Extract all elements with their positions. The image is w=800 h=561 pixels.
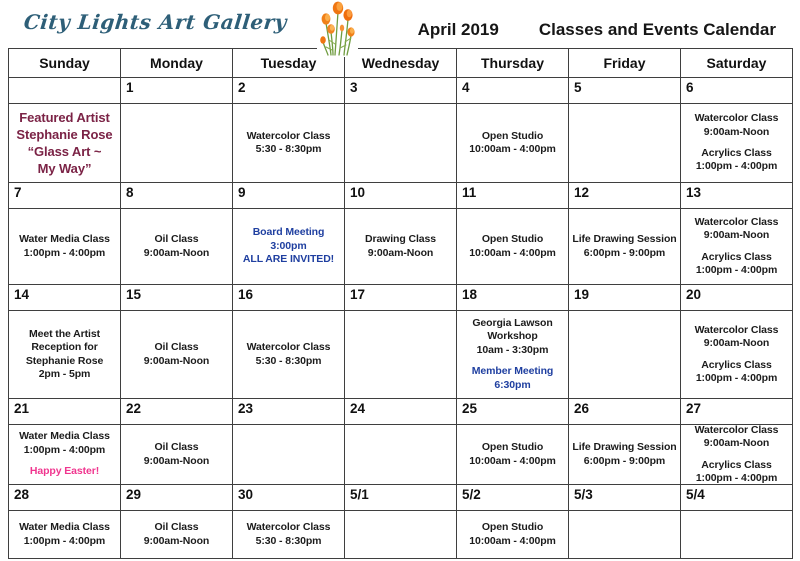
- event: [26, 328, 103, 382]
- date-number: 17: [350, 287, 366, 302]
- event-line: Member Meeting: [471, 365, 554, 378]
- event-line: Happy Easter!: [29, 465, 100, 478]
- event-line: Oil Class: [154, 441, 199, 454]
- date-number: 4: [462, 80, 470, 95]
- date-cell: [121, 78, 233, 104]
- event-line: Watercolor Class: [246, 521, 331, 534]
- event: [144, 233, 209, 260]
- event: [472, 365, 553, 392]
- day-cell: [233, 311, 345, 399]
- event-line: ALL ARE INVITED!: [242, 253, 335, 266]
- event-line: 2pm - 5pm: [38, 367, 91, 380]
- date-number: 2: [238, 80, 246, 95]
- calendar-title: Classes and Events Calendar: [538, 20, 776, 39]
- event-line: Reception for: [31, 341, 98, 354]
- date-number: 16: [238, 287, 254, 302]
- day-cell: [457, 425, 569, 485]
- event-line: 5:30 - 8:30pm: [255, 534, 322, 547]
- day-cell: [233, 511, 345, 559]
- day-cell: [681, 209, 793, 285]
- date-cell: [569, 183, 681, 209]
- event-line: 1:00pm - 4:00pm: [695, 471, 778, 484]
- day-cell: [569, 511, 681, 559]
- month-title: April 2019: [417, 20, 499, 39]
- date-number: 5/2: [462, 487, 481, 502]
- event-line: Featured Artist: [19, 109, 110, 125]
- day-cell: [457, 209, 569, 285]
- day-cell: [9, 104, 121, 183]
- event-line: 9:00am-Noon: [143, 534, 210, 547]
- date-number: 14: [14, 287, 30, 302]
- event-line: 9:00am-Noon: [703, 125, 770, 138]
- event: [695, 324, 779, 351]
- date-cell: [9, 285, 121, 311]
- date-cell: [569, 78, 681, 104]
- event: [247, 341, 331, 368]
- event-line: Watercolor Class: [694, 425, 779, 436]
- date-cell: [9, 183, 121, 209]
- date-number: 27: [686, 401, 702, 416]
- date-number: 19: [574, 287, 590, 302]
- event-line: 6:00pm - 9:00pm: [583, 454, 666, 467]
- date-number: 28: [14, 487, 30, 502]
- date-cell: [9, 485, 121, 511]
- day-cell: [345, 104, 457, 183]
- day-cell: [457, 511, 569, 559]
- day-header-wednesday: Wednesday: [345, 49, 457, 78]
- event: [144, 441, 209, 468]
- event: [695, 216, 779, 243]
- event-line: 9:00am-Noon: [143, 354, 210, 367]
- date-cell: [681, 399, 793, 425]
- event-line: 9:00am-Noon: [367, 246, 434, 259]
- event: [472, 317, 552, 357]
- day-cell: [569, 104, 681, 183]
- event: [144, 521, 209, 548]
- event-line: Stephanie Rose: [25, 354, 104, 367]
- date-number: 1: [126, 80, 134, 95]
- date-cell: [121, 285, 233, 311]
- day-cell: [233, 104, 345, 183]
- event: [572, 441, 676, 468]
- event-line: 10:00am - 4:00pm: [469, 143, 556, 155]
- date-number: 11: [462, 185, 477, 200]
- date-number: 18: [462, 287, 478, 302]
- event-line: 1:00pm - 4:00pm: [695, 160, 778, 173]
- date-number: 25: [462, 401, 478, 416]
- event-line: Life Drawing Session: [572, 233, 677, 246]
- date-number: 13: [686, 185, 702, 200]
- date-number: 22: [126, 401, 142, 416]
- date-cell: [121, 183, 233, 209]
- date-number: 5/1: [350, 487, 369, 502]
- date-cell: [345, 78, 457, 104]
- date-number: 10: [350, 185, 366, 200]
- day-header-sunday: Sunday: [9, 49, 121, 78]
- event-line: 1:00pm - 4:00pm: [23, 443, 106, 456]
- day-cell: [345, 425, 457, 485]
- event-line: 1:00pm - 4:00pm: [23, 534, 106, 547]
- event-line: Open Studio: [481, 129, 544, 142]
- date-number: 23: [238, 401, 254, 416]
- event-line: 9:00am-Noon: [703, 229, 770, 242]
- date-number: 5/4: [686, 487, 705, 502]
- day-cell: [121, 311, 233, 399]
- event-line: Georgia Lawson: [472, 316, 553, 329]
- date-cell: [233, 485, 345, 511]
- date-cell: [457, 485, 569, 511]
- event-line: Meet the Artist: [28, 327, 101, 340]
- date-cell: [233, 183, 345, 209]
- event: [30, 465, 99, 478]
- event-line: Drawing Class: [364, 233, 437, 246]
- event: [247, 130, 331, 157]
- day-cell: [569, 311, 681, 399]
- event-line: Acrylics Class: [701, 147, 772, 159]
- event: [696, 459, 777, 486]
- date-number: 24: [350, 401, 366, 416]
- date-number: 30: [238, 487, 254, 502]
- date-cell: [233, 399, 345, 425]
- date-cell: [681, 78, 793, 104]
- event: [572, 233, 676, 260]
- date-number: 6: [686, 80, 694, 95]
- day-cell: [121, 425, 233, 485]
- date-number: 29: [126, 487, 142, 502]
- date-number: 3: [350, 80, 358, 95]
- date-cell: [681, 285, 793, 311]
- event: [19, 233, 110, 260]
- day-header-saturday: Saturday: [681, 49, 793, 78]
- event: [469, 441, 556, 468]
- event-line: 10am - 3:30pm: [476, 343, 549, 356]
- calendar-grid: [8, 48, 793, 559]
- event: [16, 109, 112, 178]
- gallery-name: City Lights Art Gallery: [22, 10, 289, 34]
- day-header-monday: Monday: [121, 49, 233, 78]
- event-line: 1:00pm - 4:00pm: [23, 246, 106, 259]
- day-cell: [233, 209, 345, 285]
- event: [365, 233, 436, 260]
- event-line: Board Meeting: [252, 226, 325, 239]
- date-cell: [569, 399, 681, 425]
- event-line: 9:00am-Noon: [143, 246, 210, 259]
- date-cell: [569, 285, 681, 311]
- event: [19, 430, 110, 457]
- date-cell: [457, 78, 569, 104]
- event-line: Watercolor Class: [694, 215, 779, 228]
- date-cell: [121, 485, 233, 511]
- day-cell: [457, 104, 569, 183]
- event-line: Oil Class: [154, 521, 199, 534]
- event-line: Workshop: [487, 330, 538, 343]
- date-cell: [121, 399, 233, 425]
- date-cell: [345, 399, 457, 425]
- event: [144, 341, 209, 368]
- event-line: 6:00pm - 9:00pm: [583, 246, 666, 259]
- date-number: 5: [574, 80, 582, 95]
- event-line: 1:00pm - 4:00pm: [695, 371, 778, 384]
- date-cell: [569, 485, 681, 511]
- event-line: 1:00pm - 4:00pm: [695, 263, 778, 276]
- day-cell: [121, 104, 233, 183]
- date-cell: [9, 78, 121, 104]
- day-cell: [569, 209, 681, 285]
- event: [247, 521, 331, 548]
- date-cell: [681, 183, 793, 209]
- day-cell: [9, 209, 121, 285]
- event-line: Life Drawing Session: [572, 441, 677, 454]
- event-line: 5:30 - 8:30pm: [255, 354, 322, 367]
- event-line: 9:00am-Noon: [143, 454, 210, 467]
- event-line: 10:00am - 4:00pm: [469, 534, 556, 547]
- event-line: “Glass Art ~: [27, 144, 102, 159]
- event-line: Acrylics Class: [701, 358, 772, 371]
- date-cell: [9, 399, 121, 425]
- date-cell: [457, 285, 569, 311]
- date-cell: [457, 399, 569, 425]
- day-cell: [121, 511, 233, 559]
- day-cell: [681, 104, 793, 183]
- event-line: Oil Class: [154, 341, 199, 354]
- event-line: Acrylics Class: [701, 250, 772, 263]
- event: [696, 147, 777, 174]
- day-header-thursday: Thursday: [457, 49, 569, 78]
- day-cell: [457, 311, 569, 399]
- event-line: Acrylics Class: [701, 458, 772, 471]
- title-block: [418, 20, 776, 40]
- date-cell: [233, 78, 345, 104]
- event-line: 9:00am-Noon: [703, 337, 770, 350]
- day-cell: [9, 511, 121, 559]
- event: [469, 130, 556, 157]
- day-header-tuesday: Tuesday: [233, 49, 345, 78]
- date-number: 20: [686, 287, 702, 302]
- event-line: Watercolor Class: [246, 129, 331, 142]
- event: [19, 521, 110, 548]
- event-line: 10:00am - 4:00pm: [469, 454, 556, 467]
- event-line: Oil Class: [154, 233, 199, 246]
- date-number: 8: [126, 185, 134, 200]
- date-number: 21: [14, 401, 30, 416]
- event-line: My Way”: [37, 161, 92, 177]
- date-cell: [345, 183, 457, 209]
- event-line: 6:30pm: [494, 378, 531, 391]
- event: [243, 226, 334, 266]
- date-cell: [681, 485, 793, 511]
- day-cell: [345, 209, 457, 285]
- event-line: Water Media Class: [19, 430, 110, 443]
- day-cell: [9, 425, 121, 485]
- event-line: Stephanie Rose: [16, 126, 113, 142]
- event-line: Open Studio: [481, 441, 544, 454]
- day-cell: [233, 425, 345, 485]
- day-cell: [9, 311, 121, 399]
- event-line: 3:00pm: [270, 239, 307, 252]
- event: [695, 112, 779, 139]
- date-cell: [345, 485, 457, 511]
- day-cell: [345, 311, 457, 399]
- event: [696, 251, 777, 278]
- date-number: 9: [238, 185, 246, 200]
- event: [695, 425, 779, 451]
- date-number: 12: [574, 185, 590, 200]
- date-cell: [457, 183, 569, 209]
- event: [696, 359, 777, 386]
- event-line: 5:30 - 8:30pm: [255, 143, 322, 155]
- event-line: Water Media Class: [19, 521, 110, 534]
- poppy-flowers-icon: [317, 0, 358, 57]
- event: [469, 521, 556, 548]
- event-line: Water Media Class: [19, 233, 110, 246]
- day-cell: [681, 311, 793, 399]
- event-line: Watercolor Class: [246, 341, 331, 354]
- day-cell: [345, 511, 457, 559]
- event-line: Watercolor Class: [694, 323, 779, 336]
- date-number: 15: [126, 287, 142, 302]
- date-number: 26: [574, 401, 590, 416]
- event-line: 10:00am - 4:00pm: [469, 246, 556, 259]
- event: [469, 233, 556, 260]
- day-cell: [121, 209, 233, 285]
- day-cell: [681, 511, 793, 559]
- poppy-flowers-image: [317, 0, 358, 57]
- date-cell: [233, 285, 345, 311]
- day-cell: [681, 425, 793, 485]
- event-line: 9:00am-Noon: [703, 437, 770, 450]
- event-line: Open Studio: [481, 233, 544, 246]
- event-line: Open Studio: [481, 521, 544, 534]
- event-line: Watercolor Class: [694, 112, 779, 125]
- date-cell: [345, 285, 457, 311]
- day-header-friday: Friday: [569, 49, 681, 78]
- date-number: 5/3: [574, 487, 593, 502]
- date-number: 7: [14, 185, 22, 200]
- day-cell: [569, 425, 681, 485]
